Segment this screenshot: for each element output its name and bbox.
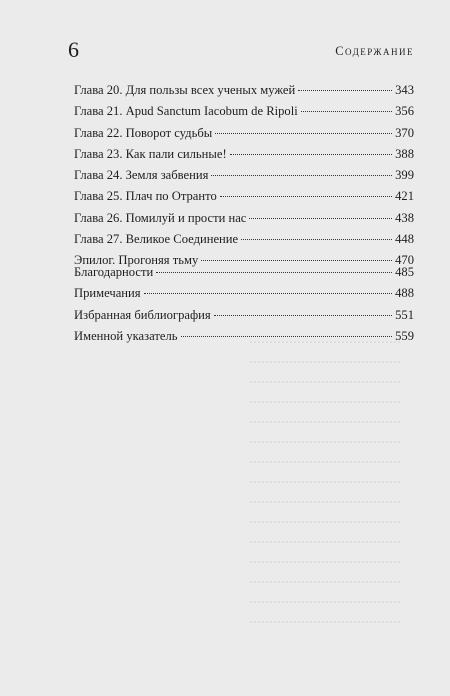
toc-entry-label: Глава 23. Как пали сильные! xyxy=(74,146,227,161)
toc-entry-page: 438 xyxy=(395,210,414,225)
toc-entry-page: 388 xyxy=(395,146,414,161)
toc-entry-label: Глава 26. Помилуй и прости нас xyxy=(74,210,247,225)
toc-entry-label: Избранная библиография xyxy=(74,307,211,322)
toc-entry-label: Глава 21. Apud Sanctum Iacobum de Ripoli xyxy=(74,104,298,119)
toc-entry-page: 399 xyxy=(395,168,414,183)
toc-entry-page: 488 xyxy=(395,286,414,301)
toc-entry xyxy=(74,144,414,165)
toc-entry-label: Глава 22. Поворот судьбы xyxy=(74,125,213,140)
toc-entry-label: Эпилог. Прогоняя тьму xyxy=(74,253,199,268)
toc-entry-page: 356 xyxy=(395,104,414,119)
toc-entry xyxy=(74,165,414,186)
toc-entry-page: 485 xyxy=(395,265,414,279)
toc-entry-label: Глава 27. Великое Соединение xyxy=(74,232,239,247)
toc-entry-label: Примечания xyxy=(74,286,141,301)
toc-entry xyxy=(74,229,414,250)
toc-entry xyxy=(74,326,414,347)
toc-entry-label: Глава 25. Плач по Отранто xyxy=(74,189,217,204)
toc-entry xyxy=(74,101,414,122)
toc-leader-dots xyxy=(241,239,392,240)
toc-leader-dots xyxy=(215,133,392,134)
page-number: 6 xyxy=(68,37,79,62)
toc-leader-dots xyxy=(249,218,392,219)
toc-entry xyxy=(74,186,414,207)
toc-back-matter-list xyxy=(74,262,414,347)
toc-leader-dots xyxy=(211,175,392,176)
page-header xyxy=(68,38,414,62)
toc-chapters-list xyxy=(74,80,414,272)
toc-leader-dots xyxy=(230,154,392,155)
toc-entry-page: 370 xyxy=(395,125,414,140)
toc-entry-label: Глава 20. Для пользы всех ученых мужей xyxy=(74,83,296,97)
toc-leader-dots xyxy=(181,336,393,337)
toc-entry-label: Благодарности xyxy=(74,265,154,279)
toc-entry xyxy=(74,123,414,144)
toc-entry xyxy=(74,283,414,304)
toc-leader-dots xyxy=(220,196,392,197)
toc-entry xyxy=(74,80,414,101)
toc-entry-page: 343 xyxy=(395,83,414,97)
toc-entry-page: 448 xyxy=(395,232,414,247)
toc-entry-page: 551 xyxy=(395,307,414,322)
toc-entry xyxy=(74,262,414,283)
toc-entry-page: 559 xyxy=(395,328,414,343)
toc-entry-page: 470 xyxy=(395,253,414,268)
toc-entry xyxy=(74,305,414,326)
toc-leader-dots xyxy=(301,111,392,112)
toc-leader-dots xyxy=(156,272,392,273)
toc-entry-page: 421 xyxy=(395,189,414,204)
toc-leader-dots xyxy=(144,293,393,294)
toc-entry xyxy=(74,208,414,229)
toc-entry-label: Именной указатель xyxy=(74,328,178,343)
toc-leader-dots xyxy=(298,90,392,91)
toc-leader-dots xyxy=(214,315,392,316)
section-title: Содержание xyxy=(335,44,414,58)
toc-entry-label: Глава 24. Земля забвения xyxy=(74,168,209,183)
